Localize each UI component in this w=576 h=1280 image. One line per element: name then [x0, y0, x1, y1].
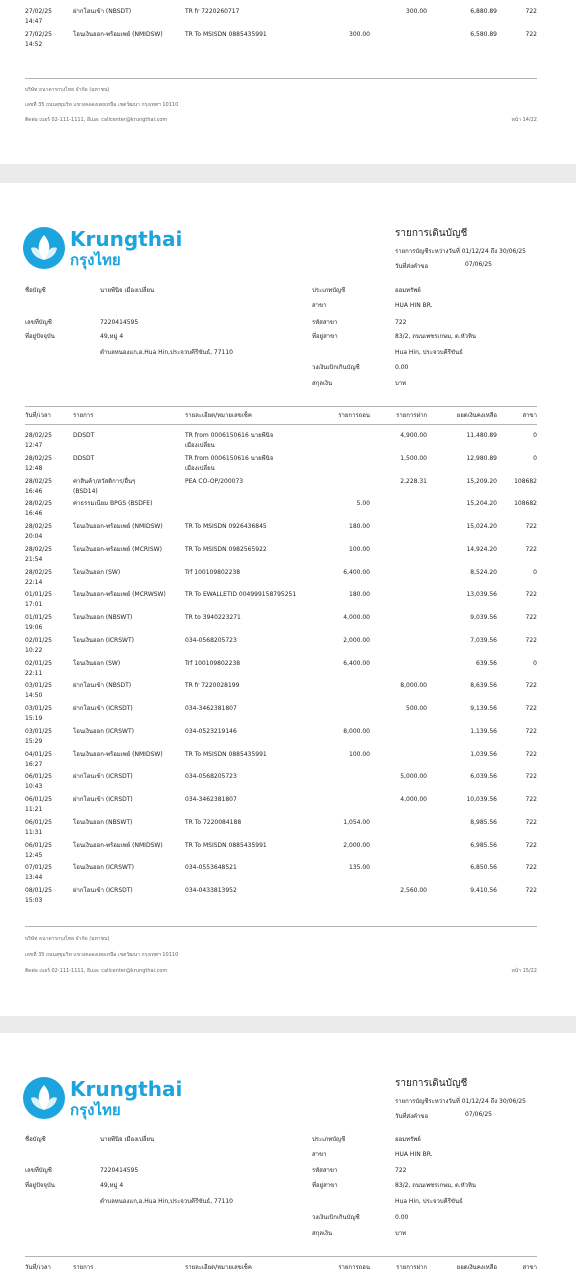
row-time: 21:54 [25, 556, 43, 563]
row-desc: โอนเงินออก (SW) [73, 660, 121, 667]
row-withdraw: 8,000.00 [343, 728, 370, 735]
col-balance: ยอดเงินคงเหลือ [456, 412, 497, 419]
overdraft-label: วงเงินเบิกเกินบัญชี [312, 364, 360, 371]
row-time: 12:48 [25, 465, 43, 472]
row-detail: TR To EWALLETID 004999158795251 [185, 591, 297, 598]
row-detail: 034-0433813952 [185, 887, 237, 894]
branch-address-2: Hua Hin, ประจวบคีรีขันธ์ [395, 1198, 463, 1205]
col-date: วันที่/เวลา [25, 1264, 51, 1271]
row-desc: ค่าสินค้า/สวัสดิการ/อื่นๆ [73, 478, 136, 485]
statement-period: รายการบัญชีระหว่างวันที่ 01/12/24 ถึง 30/06/25 [395, 248, 526, 255]
row-desc: ฝากโอนเข้า (ICRSDT) [73, 887, 133, 894]
row-branch: 722 [525, 682, 537, 689]
row-detail: 034-0568205723 [185, 637, 237, 644]
row-balance: 1,039.56 [470, 751, 497, 758]
row-branch: 108682 [514, 500, 537, 507]
currency-value: บาท [395, 380, 407, 387]
row-withdraw: 300.00 [349, 31, 370, 38]
row-detail-line-2: เมืองเปลี่ยน [185, 465, 215, 472]
row-branch: 0 [533, 569, 537, 576]
row-desc: โอนเงินออก (NBSWT) [73, 819, 133, 826]
row-balance: 9,139.56 [470, 705, 497, 712]
row-balance: 7,039.56 [470, 637, 497, 644]
row-detail: TR fr 7220028199 [185, 682, 240, 689]
col-desc: รายการ [73, 1264, 94, 1271]
row-detail: TR from 0006150616 นายพีนิจ [185, 432, 274, 439]
request-date-label: วันที่ส่งคำขอ [395, 263, 429, 270]
row-deposit: 2,228.31 [400, 478, 427, 485]
row-balance: 639.56 [476, 660, 497, 667]
row-detail: TR To MSISDN 0885435991 [185, 31, 267, 38]
row-desc: โอนเงินออก-พร้อมเพย์ (NMIDSW) [73, 751, 163, 758]
statement-page-14 [0, 0, 576, 164]
request-date: 07/06/25 [465, 1111, 492, 1118]
row-branch: 722 [525, 842, 537, 849]
account-number-label: เลขที่บัญชี [25, 319, 52, 326]
row-time: 17:01 [25, 601, 43, 608]
row-date: 28/02/25 [25, 523, 52, 530]
row-balance: 8,524.20 [470, 569, 497, 576]
brand-name-en: Krungthai [70, 227, 183, 251]
row-withdraw: 100.00 [349, 546, 370, 553]
branch-address-1: 83/2, ถนนเพชรเกษม, ต.หัวหิน [395, 1182, 477, 1189]
col-detail: รายละเอียด/หมายเลขเช็ค [185, 1264, 252, 1271]
row-date: 28/02/25 [25, 500, 52, 507]
row-date: 27/02/25 [25, 31, 52, 38]
row-date: 04/01/25 [25, 751, 52, 758]
col-branch: สาขา [522, 1264, 537, 1271]
row-desc: ฝากโอนเข้า (NBSDT) [73, 8, 132, 15]
row-time: 14:50 [25, 692, 43, 699]
row-time: 10:22 [25, 647, 43, 654]
col-branch: สาขา [522, 412, 537, 419]
row-branch: 722 [525, 796, 537, 803]
row-date: 03/01/25 [25, 682, 52, 689]
row-date: 01/01/25 [25, 614, 52, 621]
row-branch: 722 [525, 614, 537, 621]
row-detail: 034-0553648521 [185, 864, 237, 871]
table-header-rule [25, 424, 537, 425]
branch-address-2: Hua Hin, ประจวบคีรีขันธ์ [395, 349, 463, 356]
row-branch: 0 [533, 660, 537, 667]
row-balance: 15,209.20 [466, 478, 497, 485]
row-detail: TR to 3940223271 [185, 614, 241, 621]
address-line-1: 49,หมู่ 4 [100, 1182, 124, 1189]
row-detail: PEA CO-OP/200073 [185, 478, 244, 485]
row-branch: 722 [525, 8, 537, 15]
row-branch: 722 [525, 773, 537, 780]
row-deposit: 500.00 [406, 705, 427, 712]
col-detail: รายละเอียด/หมายเลขเช็ค [185, 412, 252, 419]
col-withdraw: รายการถอน [338, 1264, 370, 1271]
row-branch: 722 [525, 705, 537, 712]
row-desc-line-2: (BSD14) [73, 488, 98, 495]
row-time: 16:46 [25, 488, 43, 495]
row-date: 28/02/25 [25, 569, 52, 576]
statement-title: รายการเดินบัญชี [395, 1078, 468, 1089]
krungthai-logo [22, 226, 66, 274]
row-date: 01/01/25 [25, 591, 52, 598]
row-balance: 8,639.56 [470, 682, 497, 689]
row-time: 14:47 [25, 18, 43, 25]
brand-name-th: กรุงไทย [70, 251, 121, 269]
col-date: วันที่/เวลา [25, 412, 51, 419]
footer-address: เลขที่ 35 ถนนสุขุมวิท แขวงคลองเตยเหนือ เขตวัฒนา กรุงเทพฯ 10110 [25, 952, 179, 958]
row-date: 03/01/25 [25, 705, 52, 712]
row-branch: 0 [533, 455, 537, 462]
branch-address-label: ที่อยู่สาขา [312, 333, 338, 340]
row-desc: โอนเงินออก (NBSWT) [73, 614, 133, 621]
branch-address-label: ที่อยู่สาขา [312, 1182, 338, 1189]
row-detail: TR fr 7220260717 [185, 8, 240, 15]
request-date: 07/06/25 [465, 261, 492, 268]
brand-name-en: Krungthai [70, 1077, 183, 1101]
row-deposit: 4,900.00 [400, 432, 427, 439]
row-balance: 9,410.56 [470, 887, 497, 894]
row-withdraw: 6,400.00 [343, 660, 370, 667]
col-desc: รายการ [73, 412, 94, 419]
row-withdraw: 135.00 [349, 864, 370, 871]
footer-company: บริษัท ธนาคารกรุงไทย จำกัด (มหาชน) [25, 87, 110, 93]
account-number: 7220414595 [100, 319, 139, 326]
row-date: 06/01/25 [25, 773, 52, 780]
row-desc: โอนเงินออก (SW) [73, 569, 121, 576]
row-branch: 0 [533, 432, 537, 439]
row-time: 22:14 [25, 579, 43, 586]
row-balance: 6,580.89 [470, 31, 497, 38]
branch-code-label: รหัสสาขา [312, 1167, 338, 1174]
row-date: 03/01/25 [25, 728, 52, 735]
currency-label: สกุลเงิน [312, 380, 333, 387]
footer-contact: ติดต่อ เบอร์ 02-111-1111, อีเมล: callcenter@krungthai.com [25, 117, 168, 123]
row-balance: 8,985.56 [470, 819, 497, 826]
account-number: 7220414595 [100, 1167, 139, 1174]
row-balance: 11,480.89 [466, 432, 497, 439]
row-detail: TR To MSISDN 0885435991 [185, 751, 267, 758]
row-time: 14:52 [25, 41, 43, 48]
overdraft-label: วงเงินเบิกเกินบัญชี [312, 1214, 360, 1221]
row-time: 11:31 [25, 829, 43, 836]
row-detail: TR To MSISDN 0982565922 [185, 546, 267, 553]
row-date: 06/01/25 [25, 819, 52, 826]
statement-title: รายการเดินบัญชี [395, 228, 468, 239]
row-desc: ฝากโอนเข้า (ICRSDT) [73, 796, 133, 803]
row-time: 10:43 [25, 783, 43, 790]
account-name-label: ชื่อบัญชี [25, 287, 46, 294]
row-detail: TR from 0006150616 นายพีนิจ [185, 455, 274, 462]
row-balance: 6,985.56 [470, 842, 497, 849]
footer-contact: ติดต่อ เบอร์ 02-111-1111, อีเมล: callcenter@krungthai.com [25, 968, 168, 974]
row-withdraw: 4,000.00 [343, 614, 370, 621]
footer-divider [25, 926, 537, 927]
row-deposit: 5,000.00 [400, 773, 427, 780]
row-time: 11:21 [25, 806, 43, 813]
row-date: 28/02/25 [25, 478, 52, 485]
row-date: 27/02/25 [25, 8, 52, 15]
row-detail: Trf 100109802238 [185, 569, 241, 576]
row-desc: โอนเงินออก-พร้อมเพย์ (MCRWSW) [73, 591, 166, 598]
footer-divider [25, 78, 537, 79]
row-withdraw: 6,400.00 [343, 569, 370, 576]
account-type-label: ประเภทบัญชี [312, 287, 346, 294]
row-branch: 722 [525, 637, 537, 644]
row-time: 19:06 [25, 624, 43, 631]
row-desc: โอนเงินออก-พร้อมเพย์ (MCRISW) [73, 546, 162, 553]
row-branch: 722 [525, 728, 537, 735]
row-desc: ค่าธรรมเนียม BPGS (BSDFE) [73, 500, 153, 507]
row-time: 13:44 [25, 874, 43, 881]
col-deposit: รายการฝาก [396, 412, 427, 419]
row-time: 22:11 [25, 670, 43, 677]
row-deposit: 4,000.00 [400, 796, 427, 803]
row-withdraw: 180.00 [349, 523, 370, 530]
statement-page-16 [0, 1033, 576, 1280]
row-desc: โอนเงินออก (ICRSWT) [73, 864, 134, 871]
row-desc: โอนเงินออก-พร้อมเพย์ (NMIDSW) [73, 31, 163, 38]
col-deposit: รายการฝาก [396, 1264, 427, 1271]
row-detail-line-2: เมืองเปลี่ยน [185, 442, 215, 449]
row-detail: Trf 100109802238 [185, 660, 241, 667]
branch-code: 722 [395, 1167, 407, 1174]
row-branch: 722 [525, 546, 537, 553]
row-withdraw: 1,054.00 [343, 819, 370, 826]
overdraft-value: 0.00 [395, 1214, 409, 1221]
account-number-label: เลขที่บัญชี [25, 1167, 52, 1174]
row-date: 02/01/25 [25, 660, 52, 667]
row-deposit: 1,500.00 [400, 455, 427, 462]
row-time: 12:47 [25, 442, 43, 449]
row-desc: ฝากโอนเข้า (NBSDT) [73, 682, 132, 689]
row-desc: โอนเงินออก-พร้อมเพย์ (NMIDSW) [73, 523, 163, 530]
row-deposit: 8,000.00 [400, 682, 427, 689]
row-date: 28/02/25 [25, 432, 52, 439]
row-balance: 15,204.20 [466, 500, 497, 507]
row-date: 02/01/25 [25, 637, 52, 644]
row-withdraw: 180.00 [349, 591, 370, 598]
brand-name-th: กรุงไทย [70, 1101, 121, 1119]
row-branch: 108682 [514, 478, 537, 485]
row-withdraw: 2,000.00 [343, 842, 370, 849]
account-type-label: ประเภทบัญชี [312, 1136, 346, 1143]
row-withdraw: 100.00 [349, 751, 370, 758]
row-balance: 6,850.56 [470, 864, 497, 871]
branch-label: สาขา [312, 1151, 327, 1158]
row-detail: TR To MSISDN 0885435991 [185, 842, 267, 849]
address-label: ที่อยู่ปัจจุบัน [25, 1182, 55, 1189]
row-date: 08/01/25 [25, 887, 52, 894]
row-branch: 722 [525, 31, 537, 38]
row-time: 12:45 [25, 852, 43, 859]
row-detail: TR To MSISDN 0926436845 [185, 523, 267, 530]
bird-logo-icon [22, 1076, 66, 1120]
row-time: 16:46 [25, 510, 43, 517]
row-desc: ฝากโอนเข้า (ICRSDT) [73, 773, 133, 780]
row-desc: ฝากโอนเข้า (ICRSDT) [73, 705, 133, 712]
overdraft-value: 0.00 [395, 364, 409, 371]
table-top-rule [25, 1256, 537, 1257]
row-desc: โอนเงินออก-พร้อมเพย์ (NMIDSW) [73, 842, 163, 849]
row-balance: 14,924.20 [466, 546, 497, 553]
row-detail: 034-3462381807 [185, 705, 237, 712]
row-balance: 15,024.20 [466, 523, 497, 530]
footer-company: บริษัท ธนาคารกรุงไทย จำกัด (มหาชน) [25, 936, 110, 942]
address-line-1: 49,หมู่ 4 [100, 333, 124, 340]
row-time: 15:03 [25, 897, 43, 904]
row-desc: DDSDT [73, 432, 95, 439]
account-name-label: ชื่อบัญชี [25, 1136, 46, 1143]
row-balance: 1,139.56 [470, 728, 497, 735]
row-date: 28/02/25 [25, 546, 52, 553]
row-desc: DDSDT [73, 455, 95, 462]
branch-name: HUA HIN BR. [395, 302, 433, 309]
row-balance: 6,039.56 [470, 773, 497, 780]
row-desc: โอนเงินออก (ICRSWT) [73, 637, 134, 644]
account-type: ออมทรัพย์ [395, 287, 421, 294]
branch-code-label: รหัสสาขา [312, 319, 338, 326]
krungthai-logo [22, 1076, 66, 1124]
bird-logo-icon [22, 226, 66, 270]
row-detail: TR To 7220084188 [185, 819, 242, 826]
row-deposit: 300.00 [406, 8, 427, 15]
row-date: 06/01/25 [25, 842, 52, 849]
row-balance: 12,980.89 [466, 455, 497, 462]
branch-name: HUA HIN BR. [395, 1151, 433, 1158]
row-time: 20:04 [25, 533, 43, 540]
row-detail: 034-0523219146 [185, 728, 237, 735]
statement-period: รายการบัญชีระหว่างวันที่ 01/12/24 ถึง 30/06/25 [395, 1098, 526, 1105]
row-withdraw: 5.00 [356, 500, 370, 507]
address-line-2: ตำบลหนองแก,อ.Hua Hin,ประจวบคีรีขันธ์, 77110 [100, 1198, 233, 1205]
row-branch: 722 [525, 887, 537, 894]
row-time: 15:29 [25, 738, 43, 745]
row-time: 15:19 [25, 715, 43, 722]
row-balance: 6,880.89 [470, 8, 497, 15]
col-balance: ยอดเงินคงเหลือ [456, 1264, 497, 1271]
row-date: 28/02/25 [25, 455, 52, 462]
page-number: หน้า 14/22 [511, 117, 537, 123]
row-withdraw: 2,000.00 [343, 637, 370, 644]
col-withdraw: รายการถอน [338, 412, 370, 419]
row-branch: 722 [525, 819, 537, 826]
account-type: ออมทรัพย์ [395, 1136, 421, 1143]
row-branch: 722 [525, 751, 537, 758]
page-number: หน้า 15/22 [511, 968, 537, 974]
branch-code: 722 [395, 319, 407, 326]
row-detail: 034-0568205723 [185, 773, 237, 780]
row-detail: 034-3462381807 [185, 796, 237, 803]
row-date: 06/01/25 [25, 796, 52, 803]
account-name: นายพีนิจ เมืองเปลี่ยน [100, 1136, 155, 1143]
row-balance: 13,039.56 [466, 591, 497, 598]
row-branch: 722 [525, 591, 537, 598]
row-deposit: 2,560.00 [400, 887, 427, 894]
branch-address-1: 83/2, ถนนเพชรเกษม, ต.หัวหิน [395, 333, 477, 340]
row-branch: 722 [525, 864, 537, 871]
request-date-label: วันที่ส่งคำขอ [395, 1113, 429, 1120]
row-desc: โอนเงินออก (ICRSWT) [73, 728, 134, 735]
table-top-rule [25, 406, 537, 407]
currency-label: สกุลเงิน [312, 1230, 333, 1237]
row-date: 07/01/25 [25, 864, 52, 871]
row-branch: 722 [525, 523, 537, 530]
account-name: นายพีนิจ เมืองเปลี่ยน [100, 287, 155, 294]
address-line-2: ตำบลหนองแก,อ.Hua Hin,ประจวบคีรีขันธ์, 77110 [100, 349, 233, 356]
row-balance: 10,039.56 [466, 796, 497, 803]
branch-label: สาขา [312, 302, 327, 309]
row-balance: 9,039.56 [470, 614, 497, 621]
currency-value: บาท [395, 1230, 407, 1237]
footer-address: เลขที่ 35 ถนนสุขุมวิท แขวงคลองเตยเหนือ เขตวัฒนา กรุงเทพฯ 10110 [25, 102, 179, 108]
address-label: ที่อยู่ปัจจุบัน [25, 333, 55, 340]
statement-page-15 [0, 183, 576, 1016]
row-time: 16:27 [25, 761, 43, 768]
